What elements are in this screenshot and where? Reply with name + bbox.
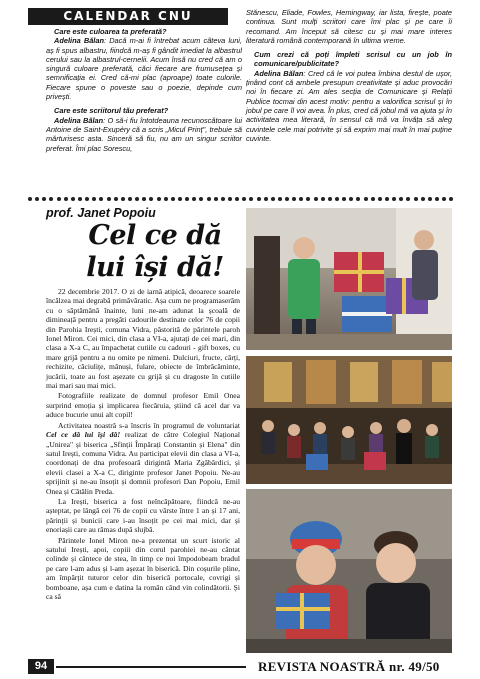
separator-dot	[257, 197, 261, 201]
photo-church-interior	[246, 356, 452, 484]
separator-dot	[406, 197, 410, 201]
separator-dot	[99, 197, 103, 201]
article-paragraph: Activitatea noastră s-a înscris în programul de voluntariat Cel ce dă lui își dă! realizat de către Colegiul Național „Unirea" și biserica „Sfinții Împărați Constantin și Elena" din satul Irești, comuna Vidra. Au participat elevii din clasa a VI-a, coordonați de dna profesoară dirigintă Maria Zgăbărdici, și elevii clasei a X-a C, diriginte profesor Janet Popoiu. Ne-au sprijinit și ne-au însoțit și domnii profesori Dan Popoiu, Emil Onea și Cătălin Preda.	[46, 420, 240, 496]
separator-dot	[249, 197, 253, 201]
separator-dot	[292, 197, 296, 201]
separator-dot	[299, 197, 303, 201]
separator-dot	[35, 197, 39, 201]
separator-dot	[421, 197, 425, 201]
separator-dot	[42, 197, 46, 201]
separator-dot	[135, 197, 139, 201]
separator-dot	[428, 197, 432, 201]
separator-dot	[71, 197, 75, 201]
magazine-issue: REVISTA NOASTRĂ nr. 49/50	[258, 659, 440, 674]
interview-answer: Adelina Bălan: O să-i fiu întotdeauna recunoscătoare lui Antoine de Saint-Exupéry că a scris „Micul Prinț", trebuie să mărturisesc asta. Sinceră să fiu, nu am un singur scriitor preferat. Îmi plac Sorescu,	[46, 115, 243, 153]
separator-dot	[207, 197, 211, 201]
separator-dot	[328, 197, 332, 201]
separator-dot	[57, 197, 61, 201]
separator-dot	[199, 197, 203, 201]
interview-column-left	[46, 27, 242, 153]
separator-dot	[321, 197, 325, 201]
separator-dot	[178, 197, 182, 201]
separator-dot	[278, 197, 282, 201]
interview-question: Care este scriitorul tău preferat?	[54, 106, 169, 116]
separator-dot	[335, 197, 339, 201]
page-number: 94	[28, 659, 54, 674]
interview-answer: Adelina Bălan: Dacă m-ai fi întrebat acum câteva luni, aș fi spus albastru, fiindcă m-aș fi gândit imediat la albastrul cerului sau la albastrul-cernelii. Acum însă nu cred că am o singură culoare preferată, căci fiecare are frumusețea și semnificația ei. Cred că-mi plac (aproape) toate culorile. Fiecare spune o poveste sau o poezie, depinde cum privești.	[46, 36, 243, 102]
article-title: Cel ce dă lui își dă!	[86, 220, 224, 283]
separator-dot	[342, 197, 346, 201]
separator-dot	[107, 197, 111, 201]
separator-dot	[399, 197, 403, 201]
section-title: CALENDAR CNU	[63, 9, 193, 23]
separator-dot	[285, 197, 289, 201]
interview-question: Cum crezi că poți împleti scrisul cu un job în comunicare/publicitate?	[254, 50, 452, 69]
separator-dot	[28, 197, 32, 201]
separator-dot	[78, 197, 82, 201]
dotted-separator	[28, 197, 454, 203]
separator-dot	[242, 197, 246, 201]
article-body	[46, 287, 240, 602]
separator-dot	[364, 197, 368, 201]
photo-children-portrait	[246, 489, 452, 653]
interview-column-right	[246, 8, 452, 143]
separator-dot	[64, 197, 68, 201]
separator-dot	[192, 197, 196, 201]
separator-dot	[121, 197, 125, 201]
separator-dot	[92, 197, 96, 201]
article-paragraph: 22 decembrie 2017. O zi de iarnă atipică, deoarece soarele încălzea mai degrabă primăvăratic. Așa cum ne programaserăm cu o săptămână înainte, luni ne-am adunat la școală de dimineață pentru a pregăti cadourile destinate celor 76 de copii din Parohia Irești, comuna Vidra, păstorită de părintele paroh Ionel Miron. Cei mici, din clasa a VI-a, ajutați de cei mari, din clasa a X-a C, au împachetat cutiile cu cadouri - gift boxes, cu mare grijă pentru a nu omite pe nimeni. Dulciuri, fructe, cărți, rechizite, căciulițe, mănuși, fulare, obiecte de îmbrăcăminte, jucării, toate au fost așezate cu grijă și cu dragoste în cutiile mai mari sau mai mici.	[46, 287, 240, 391]
separator-dot	[171, 197, 175, 201]
separator-dot	[264, 197, 268, 201]
article-author: prof. Janet Popoiu	[46, 206, 156, 220]
separator-dot	[356, 197, 360, 201]
separator-dot	[85, 197, 89, 201]
separator-dot	[392, 197, 396, 201]
separator-dot	[371, 197, 375, 201]
article-paragraph: Părintele Ionel Miron ne-a prezentat un scurt istoric al satului Irești, apoi, copiii din corul parohiei ne-au cântat colinde și cântece de stea, în timp ce noi împodobeam bradul pe care l-am adus și l-am așezat în biserică. Din coșurile pline, am împărțit tuturor celor din biserică portocale, covrigi și bomboane, așa cum e datina la român când vin colindătorii. Și ca să	[46, 535, 240, 601]
separator-dot	[306, 197, 310, 201]
separator-dot	[435, 197, 439, 201]
separator-dot	[164, 197, 168, 201]
separator-dot	[414, 197, 418, 201]
separator-dot	[114, 197, 118, 201]
footer-rule	[56, 666, 246, 668]
separator-dot	[378, 197, 382, 201]
separator-dot	[235, 197, 239, 201]
separator-dot	[449, 197, 453, 201]
separator-dot	[149, 197, 153, 201]
separator-dot	[221, 197, 225, 201]
separator-dot	[442, 197, 446, 201]
interview-question: Care este culoarea ta preferată?	[54, 27, 167, 36]
photo-children-gift-boxes	[246, 208, 452, 350]
separator-dot	[349, 197, 353, 201]
article-paragraph: Fotografiile realizate de domnul profesor Emil Onea surprind emoția și implicarea fiecăruia, știind că acel dar va aduce bucurie unui alt copil!	[46, 391, 240, 420]
separator-dot	[228, 197, 232, 201]
separator-dot	[271, 197, 275, 201]
separator-dot	[157, 197, 161, 201]
separator-dot	[128, 197, 132, 201]
article-paragraph: La Irești, biserica a fost neîncăpătoare, fiindcă ne-au așteptat, pe lângă cei 76 de copii cu vârste între 1 an și 17 ani, părinții și bunicii care i-au însoțit pe cei mai mici, dar și enoriașii care au rămas după slujbă.	[46, 496, 240, 535]
separator-dot	[314, 197, 318, 201]
separator-dot	[185, 197, 189, 201]
separator-dot	[214, 197, 218, 201]
interview-answer: Adelina Bălan: Cred că le voi putea îmbina destul de ușor, ținând cont că ambele presupun creativitate și aduc provocări noi în fiecare zi. Am ales secția de Comunicare și Relații Publice tocmai din acest motiv: pentru a valorifica scrisul și în jobul pe care îl voi avea. În plus, cred că jobul mă va ajuta și în activitatea mea literară, în sensul că mă va învăța să aleg cuvintele cele mai potrivite și să exprim mai mult în mai puține cuvinte.	[246, 68, 453, 143]
separator-dot	[385, 197, 389, 201]
separator-dot	[142, 197, 146, 201]
separator-dot	[49, 197, 53, 201]
interview-answer-continued: Stănescu, Eliade, Fowles, Hemingway, iar lista, firește, poate continua. Sunt mulți scriitori care îmi plac și pe care îi recomand. Am început să citesc cu și mai mare interes literatură română contemporană în ultima vreme.	[246, 8, 452, 45]
